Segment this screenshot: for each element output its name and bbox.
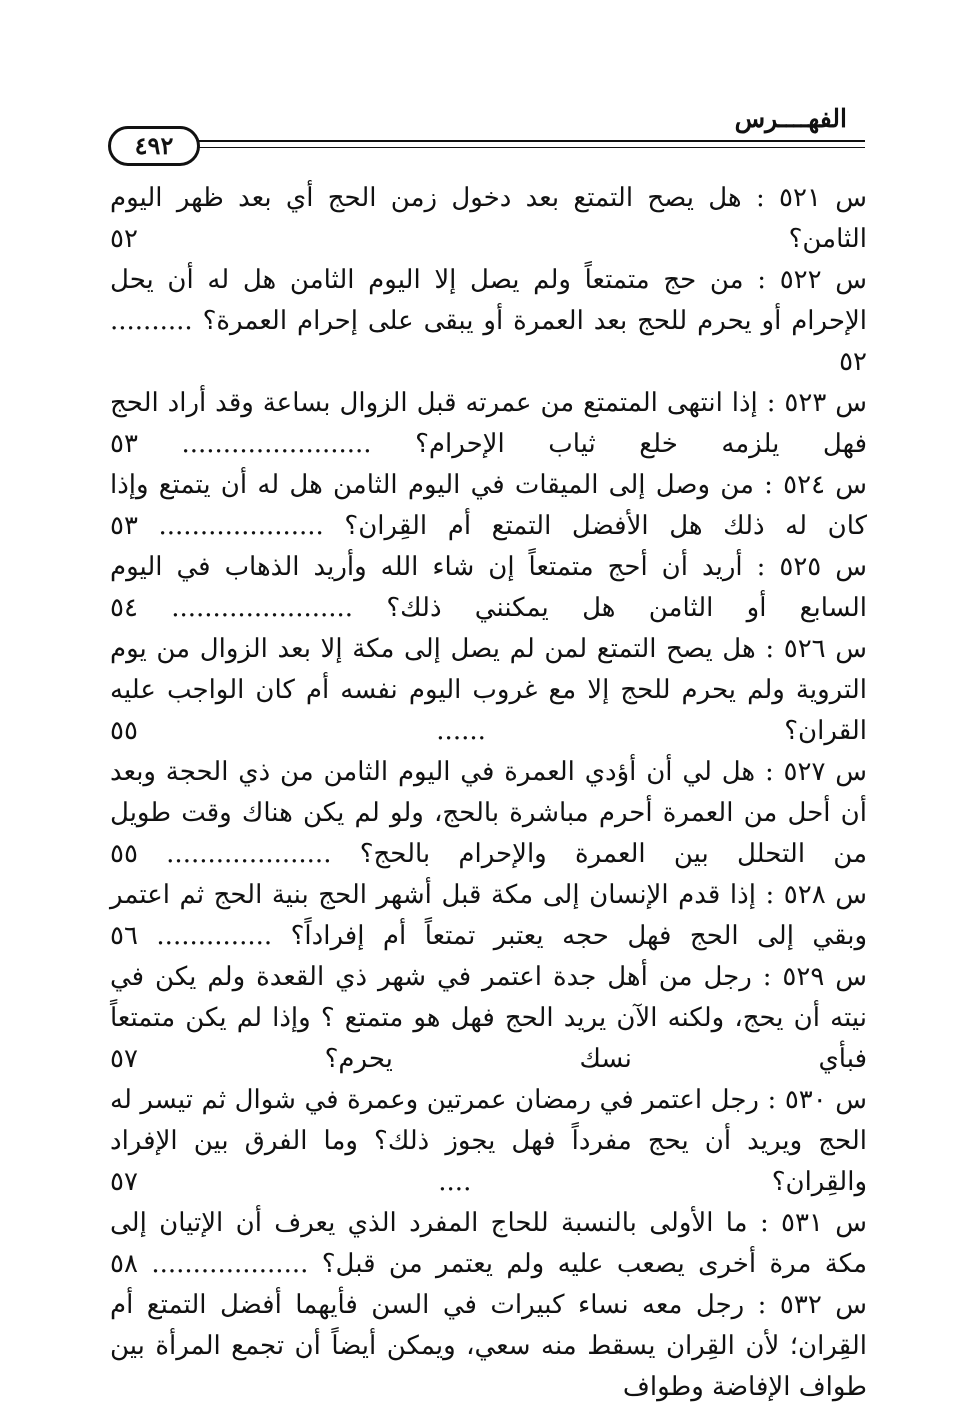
question-number: س ٥٣٢ : [757,1290,867,1320]
index-entry [110,875,867,957]
index-entries [110,178,867,1408]
page-ref: ٥٢ [110,224,138,254]
question-text: هل يصح التمتع بعد دخول زمن الحج أي بعد ظهر اليوم الثامن؟ [110,183,867,254]
question-text: إذا قدم الإنسان إلى مكة قبل أشهر الحج بنية الحج ثم اعتمر وبقي إلى الحج فهل حجه يعتبر تمتعاً أم إفراداً؟ [110,880,868,951]
page-ref: ٥٢ [839,347,867,377]
question-number: س ٥٢٢ : [757,265,867,295]
leader-dots: .... [438,1167,472,1197]
page-number: ٤٩٢ [108,126,200,166]
leader-dots: .................... [158,511,324,541]
leader-dots: ................... [151,1249,309,1279]
question-text: رجل اعتمر في رمضان عمرتين وعمرة في شوال ثم تيسر له الحج ويريد أن يحج مفرداً فهل يجوز ذلك؟ وما الفرق بين الإفراد والقِران؟ [110,1085,868,1197]
question-text: أريد أن أحج متمتعاً إن شاء الله وأريد الذهاب في اليوم السابع أو الثامن هل يمكنني ذلك؟ [110,552,868,623]
index-entry [110,1080,867,1203]
page-ref: ٥٥ [110,716,138,746]
index-entry [110,752,867,875]
question-number: س ٥٢٦ : [765,634,867,664]
question-number: س ٥٣١ : [759,1208,867,1238]
question-text: من حج متمتعاً ولم يصل إلا اليوم الثامن هل له أن يحل الإحرام أو يحرم للحج بعد العمرة أو يبقى على إحرام العمرة؟ [110,265,868,336]
index-entry [110,1203,867,1285]
index-entry [110,1285,867,1408]
question-number: س ٥٢١ : [755,183,867,213]
header-rule [110,140,865,148]
question-number: س ٥٢٣ : [766,388,868,418]
index-entry [110,629,867,752]
leader-dots: ....................... [181,429,372,459]
page-ref: ٥٣ [110,511,138,541]
index-entry [110,957,867,1080]
leader-dots: ...... [436,716,486,746]
question-number: س ٥٢٩ : [762,962,867,992]
index-entry [110,383,867,465]
leader-dots: .................... [166,839,332,869]
page-ref: ٥٧ [110,1044,138,1074]
question-text: رجل من أهل جدة اعتمر في شهر ذي القعدة ولم يكن في نيته أن يحج، ولكنه الآن يريد الحج فهل هو متمتع ؟ وإذا لم يكن متمتعاً فبأي نسك يحرم؟ [110,962,867,1074]
question-text: هل لي أن أؤدي العمرة في اليوم الثامن من ذي الحجة وبعد أن أحل من العمرة أحرم مباشرة بالحج، ولو لم يكن هناك وقت طويل من التحلل بين العمرة والإحرام بالحج؟ [110,757,868,869]
page-ref: ٥٨ [110,1249,138,1279]
index-entry [110,547,867,629]
leader-dots: ...................... [171,593,354,623]
question-text: ما الأولى بالنسبة للحاج المفرد الذي يعرف أن الإتيان إلى مكة مرة أخرى يصعب عليه ولم يعتمر من قبل؟ [110,1208,867,1279]
index-entry [110,260,867,383]
page-ref: ٥٥ [110,839,138,869]
question-number: س ٥٢٥ : [756,552,867,582]
question-text: من وصل إلى الميقات في اليوم الثامن هل له أن يتمتع وإذا كان له ذلك هل الأفضل التمتع أم القِران؟ [110,470,867,541]
question-text: إذا انتهى المتمتع من عمرته قبل الزوال بساعة وقد أراد الحج فهل يلزمه خلع ثياب الإحرام؟ [110,388,868,459]
question-text: هل يصح التمتع لمن لم يصل إلى مكة إلا بعد الزوال من يوم التروية ولم يحرم للحج إلا مع غروب اليوم نفسه أم كان الواجب عليه القران؟ [110,634,868,746]
page-ref: ٥٣ [110,429,138,459]
page-ref: ٥٧ [110,1167,138,1197]
question-number: س ٥٣٠ : [767,1085,868,1115]
index-entry [110,465,867,547]
question-number: س ٥٢٤ : [764,470,867,500]
leader-dots: .......... [110,306,193,336]
index-entry [110,178,867,260]
question-text: رجل معه نساء كبيرات في السن فأيهما أفضل التمتع أم القِران؛ لأن القِران يسقط منه سعي، ويمكن أيضاً أن تجمع المرأة بين طواف الإفاضة وطواف [110,1290,867,1402]
question-number: س ٥٢٧ : [764,757,868,787]
leader-dots: .............. [156,921,273,951]
running-title: الفهــــرس [734,104,847,133]
page-ref: ٥٦ [110,921,138,951]
page-ref: ٥٤ [110,593,138,623]
question-number: س ٥٢٨ : [765,880,867,910]
